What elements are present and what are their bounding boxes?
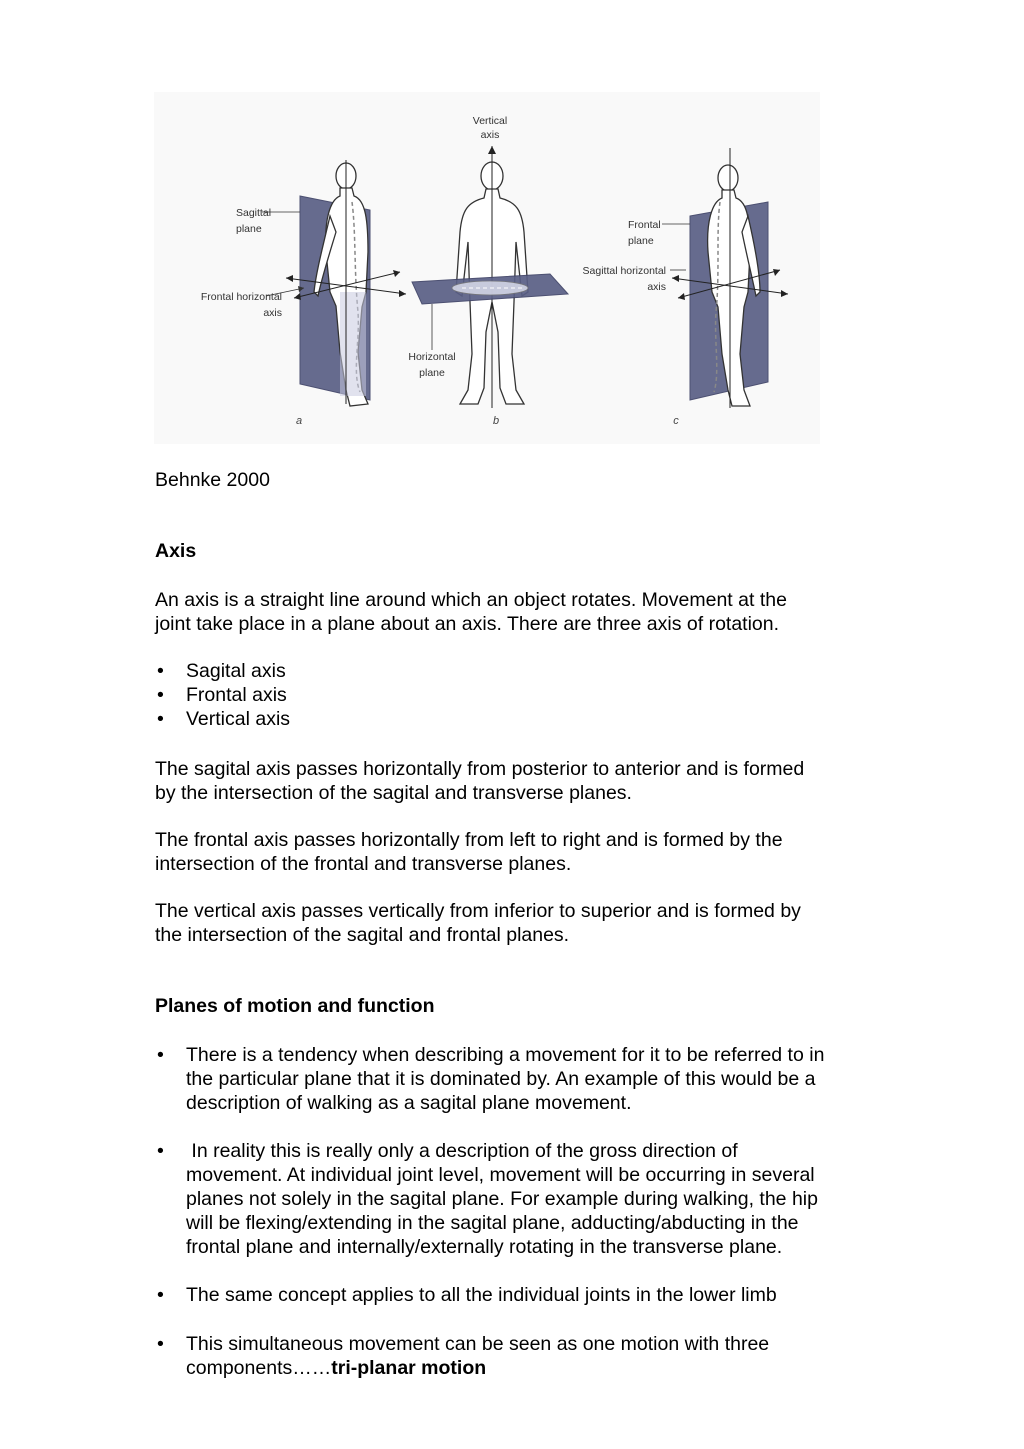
paragraph-line: the intersection of the sagital and frontal planes. [155,924,570,946]
list-item: • Frontal axis [155,683,290,707]
axis-list [155,659,290,731]
bullet-line: movement. At individual joint level, movement will be occurring in several [186,1164,815,1186]
paragraph-line: The frontal axis passes horizontally from left to right and is formed by the [155,829,783,851]
list-item [155,1332,769,1380]
label-sagittal-plane-2: plane [236,223,262,235]
label-frontal-horizontal-axis-1: Frontal horizontal [200,291,282,303]
label-frontal-plane-1: Frontal [628,219,661,231]
list-item: • Sagital axis [155,659,290,683]
bullet-line: • There is a tendency when describing a movement for it to be referred to in [186,1044,825,1066]
label-vertical-axis-1: Vertical [472,115,508,127]
planes-bullet-3 [155,1283,777,1307]
panel-label-b: b [492,415,500,427]
planes-bullet-4 [155,1332,769,1380]
bullet-line: description of walking as a sagital plane movement. [186,1092,632,1114]
bullet-line: • In reality this is really only a description of the gross direction of [186,1140,738,1162]
planes-bullet-1 [155,1043,824,1115]
label-sagittal-plane-1: Sagittal [236,207,272,219]
planes-bullet-2 [155,1139,818,1259]
bullet-line: the particular plane that it is dominated by. An example of this would be a [186,1068,816,1090]
bullet-text-prefix: components…… [186,1357,332,1379]
label-horizontal-plane-1: Horizontal [408,351,456,363]
axis-heading: Axis [155,540,197,562]
list-item: • The same concept applies to all the individual joints in the lower limb [155,1283,777,1307]
paragraph-line: The sagital axis passes horizontally from posterior to anterior and is formed [155,758,805,780]
bullet-line [186,1356,769,1380]
paragraph-line: The vertical axis passes vertically from inferior to superior and is formed by [155,900,801,922]
tri-planar-motion-term: tri-planar motion [331,1357,487,1379]
paragraph-line: intersection of the frontal and transverse planes. [155,853,572,875]
label-sagittal-horizontal-axis-2: axis [647,281,666,293]
list-item [155,1043,824,1115]
axis-intro-line-2: joint take place in a plane about an axis. There are three axis of rotation. [155,613,780,635]
label-horizontal-plane-2: plane [419,367,445,379]
frontal-axis-paragraph [155,828,875,876]
axis-intro-line-1: An axis is a straight line around which an object rotates. Movement at the [155,589,787,611]
planes-heading: Planes of motion and function [155,995,435,1017]
list-item [155,1139,818,1259]
sagital-axis-paragraph [155,757,875,805]
axis-intro-paragraph [155,588,875,636]
label-vertical-axis-2: axis [480,129,500,141]
bullet-line: • This simultaneous movement can be seen as one motion with three [186,1333,770,1355]
bullet-line: planes not solely in the sagital plane. For example during walking, the hip [186,1188,818,1210]
label-frontal-plane-2: plane [628,235,654,247]
anatomical-planes-figure [154,92,820,444]
panel-label-c: c [673,415,679,427]
bullet-line: will be flexing/extending in the sagital plane, adducting/abducting in the [186,1212,799,1234]
label-sagittal-horizontal-axis-1: Sagittal horizontal [582,265,666,277]
paragraph-line: by the intersection of the sagital and transverse planes. [155,782,632,804]
bullet-line: frontal plane and internally/externally rotating in the transverse plane. [186,1236,783,1258]
list-item: • Vertical axis [155,707,290,731]
panel-label-a: a [295,415,303,427]
label-frontal-horizontal-axis-2: axis [263,307,282,319]
figure-caption: Behnke 2000 [155,469,270,491]
vertical-axis-paragraph [155,899,875,947]
